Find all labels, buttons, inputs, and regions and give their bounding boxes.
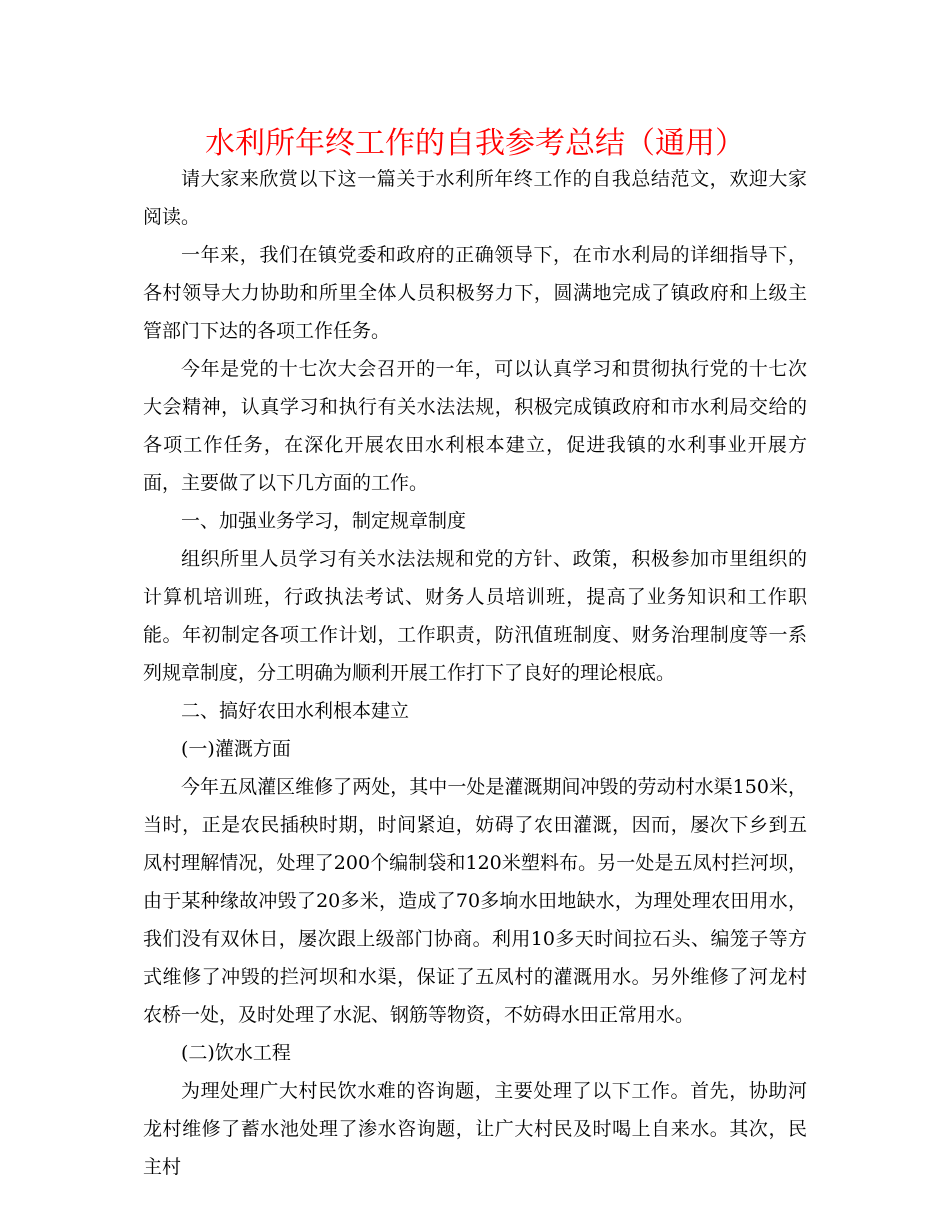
subsection-heading-water-supply: (二)饮水工程: [181, 1042, 291, 1064]
subsection-heading-irrigation: (一)灌溉方面: [181, 738, 291, 760]
document-title: 水利所年终工作的自我参考总结（通用）: [205, 126, 745, 161]
paragraph-water-supply: 为理处理广大村民饮水难的咨询题，主要处理了以下工作。首先，协助河龙村维修了蓄水池处理了渗水咨询题，让广大村民及时喝上自来水。其次，民主村: [143, 1080, 807, 1178]
section-heading-1: 一、加强业务学习，制定规章制度: [181, 510, 467, 532]
paragraph-irrigation: 今年五凤灌区维修了两处，其中一处是灌溉期间冲毁的劳动村水渠150米，当时，正是农民插秧时期，时间紧迫，妨碍了农田灌溉，因而，屡次下乡到五凤村理解情况，处理了200个编制袋和120米塑料布。另一处是五凤村拦河坝，由于某种缘故冲毁了20多米，造成了70多垧水田地缺水，为理处理农田用水，我们没有双休日，屡次跟上级部门协商。利用10多天时间拉石头、编笼子等方式维修了冲毁的拦河坝和水渠，保证了五凤村的灌溉用水。另外维修了河龙村农桥一处，及时处理了水泥、钢筋等物资，不妨碍水田正常用水。: [143, 776, 807, 1026]
paragraph-background: 今年是党的十七次大会召开的一年，可以认真学习和贯彻执行党的十七次大会精神，认真学习和执行有关水法法规，积极完成镇政府和市水利局交给的各项工作任务，在深化开展农田水利根本建立，促进我镇的水利事业开展方面，主要做了以下几方面的工作。: [143, 358, 807, 494]
paragraph-overview: 一年来，我们在镇党委和政府的正确领导下，在市水利局的详细指导下，各村领导大力协助和所里全体人员积极努力下，圆满地完成了镇政府和上级主管部门下达的各项工作任务。: [143, 244, 807, 342]
paragraph-intro: 请大家来欣赏以下这一篇关于水利所年终工作的自我总结范文，欢迎大家阅读。: [143, 168, 807, 228]
paragraph-section-1: 组织所里人员学习有关水法法规和党的方针、政策，积极参加市里组织的计算机培训班，行政执法考试、财务人员培训班，提高了业务知识和工作职能。年初制定各项工作计划，工作职责，防汛值班制度、财务治理制度等一系列规章制度，分工明确为顺利开展工作打下了良好的理论根底。: [143, 548, 807, 684]
document-body: [143, 160, 807, 1186]
section-heading-2: 二、搞好农田水利根本建立: [181, 700, 410, 722]
